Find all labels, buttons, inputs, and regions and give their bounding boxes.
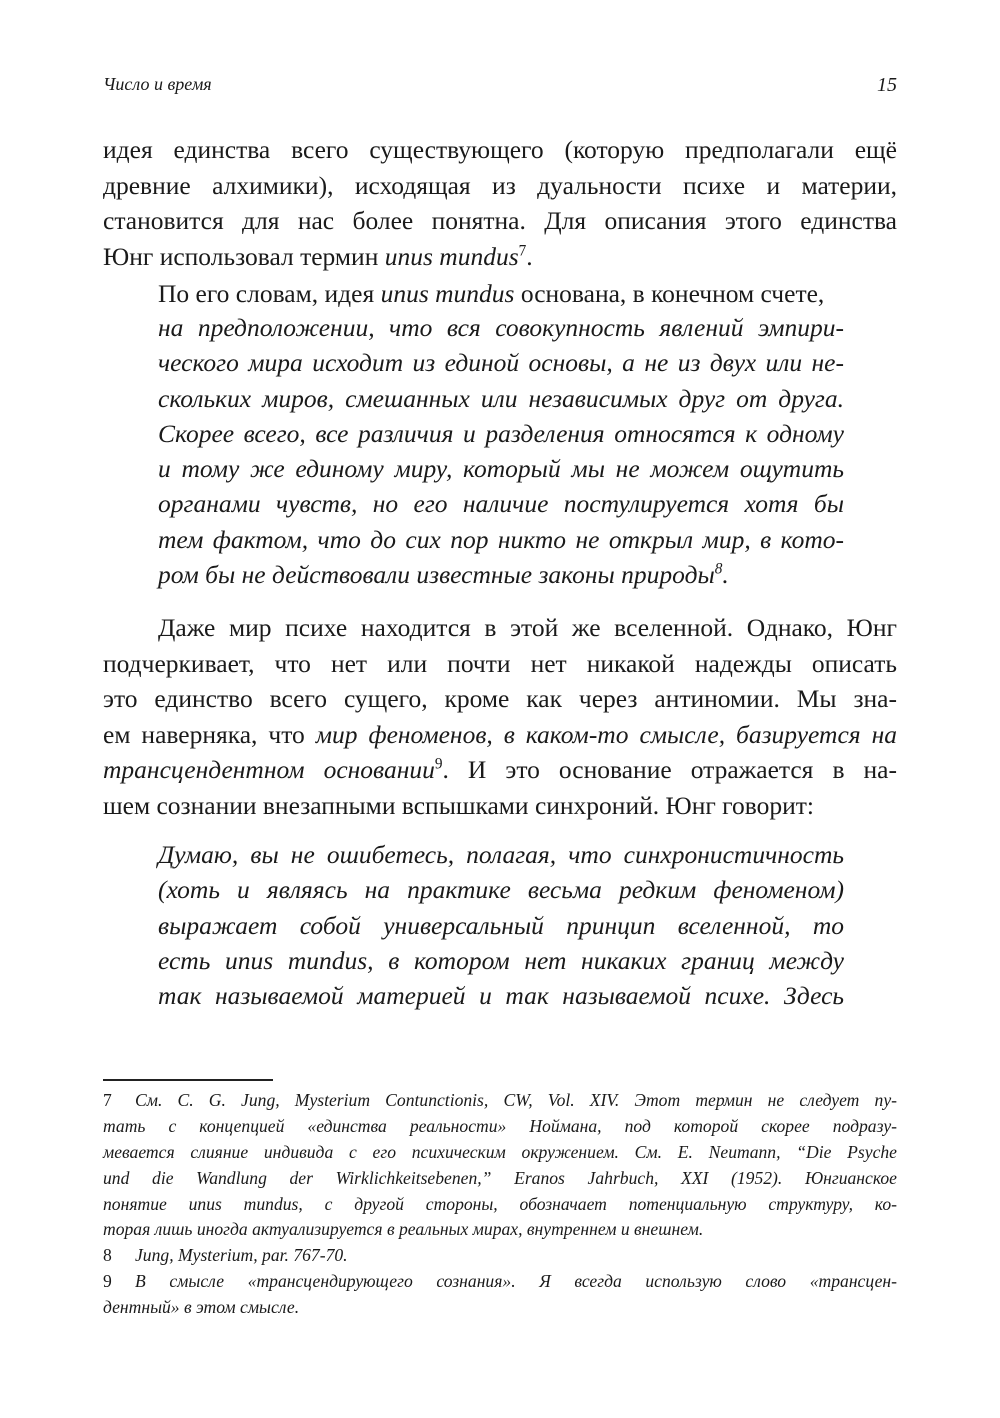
footnote-text: дентный» в этом смысле. [103,1297,300,1318]
text-run: . [526,241,533,271]
block-quote [158,837,844,1013]
footnote-line [103,1140,897,1166]
text-run: идея единства всего существующего (которую предполагали ещё [103,135,897,164]
footnote-line [103,1088,897,1114]
footnote-separator [103,1079,273,1081]
emphasis-text: unus mundus [380,279,515,308]
text-line [158,872,844,907]
text-line [103,752,897,788]
footnote-number: 9 [103,1271,112,1292]
text-line [103,610,897,646]
text-line [158,943,844,978]
text-line [103,681,897,717]
paragraph [103,132,897,274]
text-run: основана, в конечном счете, [514,279,825,308]
text-line [103,239,897,275]
footnote-text: und die Wandlung der Wirklichkeitsebenen,” Eranos Jahrbuch, XXI (1952). Юнгианское [103,1167,897,1188]
text-run: скольких миров, смешанных или независимых друг от друга. [158,383,844,413]
text-line [103,168,897,204]
text-line [158,557,844,592]
text-run: По его словам, идея [158,279,381,308]
text-run: . И это основание отражается в на- [442,755,897,785]
footnotes [103,1088,897,1321]
text-run: древние алхимики), исходящая из дуальности психе и материи, [103,170,897,200]
text-run: на предположении, что вся совокупность явлений эмпири- [158,313,844,342]
text-run: подчеркивает, что нет или почти нет никакой надежды описать [103,648,897,678]
emphasis-text: трансцендентном основании [103,755,435,785]
text-run: (хоть и являясь на практике весьма редким феноменом) [158,875,844,905]
text-line [103,788,897,824]
text-run: шем сознании внезапными вспышками синхроний. Юнг говорит: [103,790,814,820]
text-line [103,132,897,168]
emphasis-text: unus mundus [384,241,519,271]
text-line [158,978,844,1013]
text-line [158,451,844,486]
text-line [158,310,844,345]
text-line [158,486,844,521]
block-quote [158,310,844,592]
text-run: выражает собой универсальный принцип вселенной, то [158,910,844,940]
footnote-text: См. C. G. Jung, Mysterium Contunctionis, CW, Vol. XIV. Этот термин не следует пу- [135,1090,897,1110]
paragraph [103,610,897,824]
text-run: тем фактом, что до сих пор никто не открыл мир, в кото- [158,524,844,554]
footnote-number: 7 [103,1090,112,1110]
footnote-line [103,1217,897,1243]
footnote-line [103,1295,897,1321]
text-line [158,416,844,451]
text-run: Думаю, вы не ошибетесь, полагая, что синхронистичность [158,840,844,869]
text-run: так называемой материей и так называемой психе. Здесь [158,981,844,1011]
running-header [103,74,897,100]
footnote-text: тать с концепцией «единства реальности» Ноймана, под которой скорее подразу- [103,1115,897,1136]
text-line [158,522,844,557]
text-run: ческого мира исходит из единой основы, а не из двух или не- [158,348,844,378]
footnote-text: мевается слияние индивида с его психическим окружением. См. E. Neumann, “Die Psyche [103,1141,897,1162]
text-run: ром бы не действовали известные законы природы [158,560,715,590]
footnote-text: В смысле «трансцендирующего сознания». Я всегда использую слово «трансцен- [135,1271,897,1292]
text-line [103,646,897,682]
text-run: и тому же единому миру, который мы не можем ощутить [158,454,844,484]
footnote-text: Jung, Mysterium, par. 767-70. [135,1245,348,1266]
text-run: Скорее всего, все различия и разделения относятся к одному [158,418,844,448]
text-line [158,381,844,416]
footnote-number: 8 [103,1245,112,1266]
text-run: есть unus mundus, в котором нет никаких границ между [158,945,844,975]
text-run: органами чувств, но его наличие постулируется хотя бы [158,489,844,519]
footnote-ref: 7 [518,242,527,260]
footnote-text: торая лишь иногда актуализируется в реальных мирах, внутреннем и внешнем. [103,1219,704,1240]
footnote-ref: 9 [434,755,443,773]
text-line [103,203,897,239]
text-run: ем наверняка, что [103,719,316,749]
running-title: Число и время [103,74,212,94]
text-line [158,837,844,872]
footnote-ref: 8 [714,560,723,578]
text-line [103,276,897,312]
footnote-line [103,1269,897,1295]
footnote-line [103,1166,897,1192]
text-line [158,908,844,943]
text-run: . [722,560,729,590]
page-number: 15 [877,74,897,96]
footnote-line [103,1114,897,1140]
text-run: Юнг использовал термин [103,241,385,271]
paragraph [103,276,897,312]
text-run: Даже мир психе находится в этой же вселенной. Однако, Юнг [158,613,897,642]
text-run: становится для нас более понятна. Для описания этого единства [103,206,897,236]
footnote-line [103,1243,897,1269]
text-run: это единство всего сущего, кроме как через антиномии. Мы зна- [103,684,897,714]
footnote-text: понятие unus mundus, с другой стороны, обозначает потенциальную структуру, ко- [103,1193,897,1214]
emphasis-text: мир феноменов, в каком-то смысле, базируется на [315,719,897,749]
text-line [158,345,844,380]
footnote-line [103,1192,897,1218]
text-line [103,717,897,753]
